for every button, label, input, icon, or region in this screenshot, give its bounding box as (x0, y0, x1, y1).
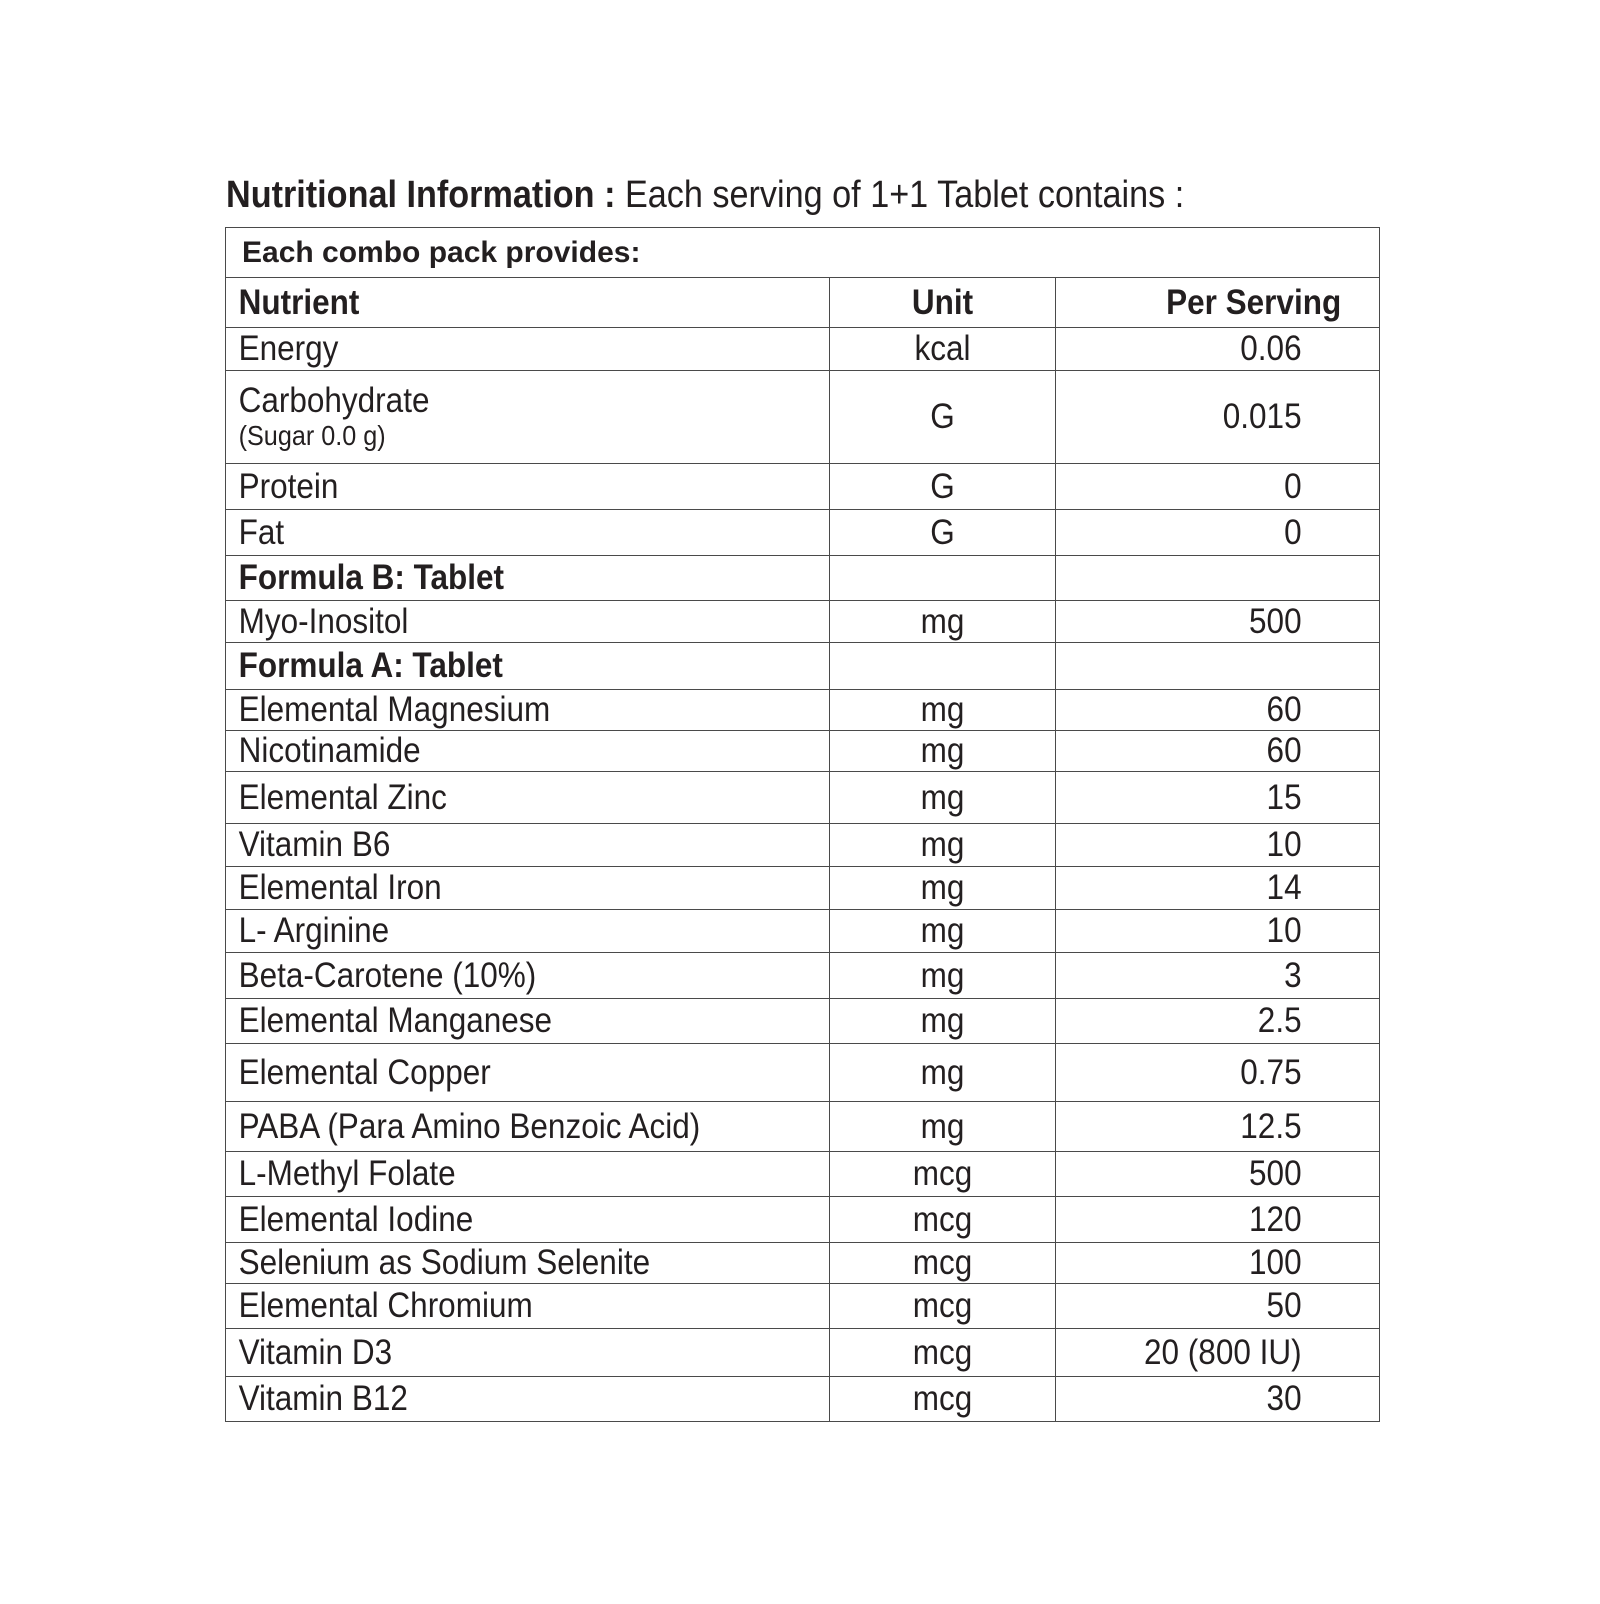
table-row (226, 510, 1380, 556)
column-header-nutrient: Nutrient (226, 278, 830, 328)
nutrient-unit: mcg (830, 1329, 1056, 1377)
table-row (226, 1329, 1380, 1377)
nutrient-name: Vitamin B6 (226, 824, 830, 867)
nutrient-value: 0.015 (1056, 371, 1380, 464)
table-row (226, 328, 1380, 371)
column-header-unit: Unit (830, 278, 1056, 328)
table-row (226, 1152, 1380, 1197)
nutrient-name: Fat (226, 510, 830, 556)
nutrient-unit: mg (830, 1044, 1056, 1102)
nutrient-value: 50 (1056, 1284, 1380, 1329)
section-title: Formula B: Tablet (226, 556, 830, 601)
nutrient-value: 10 (1056, 910, 1380, 953)
nutrient-name: Selenium as Sodium Selenite (226, 1243, 830, 1284)
table-header-row (226, 278, 1380, 328)
table-row (226, 464, 1380, 510)
nutrient-value: 10 (1056, 824, 1380, 867)
nutrient-name: L- Arginine (226, 910, 830, 953)
nutrient-value: 2.5 (1056, 999, 1380, 1044)
table-caption-row (226, 228, 1380, 278)
page-title-text: Each serving of 1+1 Tablet contains : (615, 174, 1185, 216)
nutrient-unit: mg (830, 731, 1056, 772)
nutrient-unit: mcg (830, 1152, 1056, 1197)
table-row (226, 1102, 1380, 1152)
nutrient-unit: G (830, 371, 1056, 464)
nutrient-value: 3 (1056, 953, 1380, 999)
nutrient-unit: mg (830, 690, 1056, 731)
table-row (226, 1284, 1380, 1329)
nutrient-unit: mg (830, 1102, 1056, 1152)
table-row (226, 371, 1380, 464)
nutrient-name: Protein (226, 464, 830, 510)
table-row (226, 824, 1380, 867)
nutrient-unit: kcal (830, 328, 1056, 371)
table-row (226, 910, 1380, 953)
nutrient-value: 500 (1056, 1152, 1380, 1197)
nutrient-value: 30 (1056, 1377, 1380, 1422)
nutrient-name: Elemental Iodine (226, 1197, 830, 1243)
nutrient-value: 14 (1056, 867, 1380, 910)
nutrient-name: PABA (Para Amino Benzoic Acid) (226, 1102, 830, 1152)
column-header-per-serving: Per Serving (1056, 278, 1380, 328)
nutrient-name: L-Methyl Folate (226, 1152, 830, 1197)
nutrient-unit: G (830, 464, 1056, 510)
nutrient-unit: mg (830, 601, 1056, 643)
table-row (226, 999, 1380, 1044)
nutrient-name-text: Carbohydrate (238, 381, 430, 420)
nutrition-table (225, 227, 1380, 1422)
nutrient-name: Elemental Magnesium (226, 690, 830, 731)
nutrient-value: 0 (1056, 464, 1380, 510)
table-row (226, 601, 1380, 643)
nutrient-name: Nicotinamide (226, 731, 830, 772)
nutrient-note: (Sugar 0.0 g) (238, 420, 386, 451)
nutrient-unit: mcg (830, 1197, 1056, 1243)
section-row-formula-b (226, 556, 1380, 601)
nutrient-name: Vitamin D3 (226, 1329, 830, 1377)
nutrient-value: 120 (1056, 1197, 1380, 1243)
table-row (226, 731, 1380, 772)
table-row (226, 1044, 1380, 1102)
nutrient-unit: mg (830, 772, 1056, 824)
nutrient-name: Myo-Inositol (226, 601, 830, 643)
nutrient-unit: mg (830, 953, 1056, 999)
nutrient-unit: mg (830, 999, 1056, 1044)
nutrient-name: Elemental Zinc (226, 772, 830, 824)
nutrient-unit: mg (830, 910, 1056, 953)
nutrient-name: Elemental Manganese (226, 999, 830, 1044)
table-row (226, 867, 1380, 910)
page-title (226, 170, 1270, 220)
nutrient-value: 60 (1056, 690, 1380, 731)
nutrient-value: 500 (1056, 601, 1380, 643)
nutrient-value: 60 (1056, 731, 1380, 772)
nutrient-value: 100 (1056, 1243, 1380, 1284)
nutrient-unit: mcg (830, 1377, 1056, 1422)
nutrient-unit: mg (830, 824, 1056, 867)
nutrient-value: 20 (800 IU) (1056, 1329, 1380, 1377)
nutrient-name: Elemental Chromium (226, 1284, 830, 1329)
nutrient-value: 0.75 (1056, 1044, 1380, 1102)
nutrient-name: Elemental Iron (226, 867, 830, 910)
nutrient-unit: G (830, 510, 1056, 556)
nutrient-value: 0 (1056, 510, 1380, 556)
nutrient-name: Beta-Carotene (10%) (226, 953, 830, 999)
table-row (226, 1243, 1380, 1284)
nutrient-name (226, 371, 830, 464)
nutrient-unit: mcg (830, 1243, 1056, 1284)
table-row (226, 772, 1380, 824)
section-title: Formula A: Tablet (226, 643, 830, 690)
page-title-label: Nutritional Information : (226, 174, 616, 216)
nutrient-value: 12.5 (1056, 1102, 1380, 1152)
table-caption: Each combo pack provides: (226, 228, 1380, 278)
nutrient-value: 0.06 (1056, 328, 1380, 371)
section-row-formula-a (226, 643, 1380, 690)
table-row (226, 1377, 1380, 1422)
nutrient-name: Vitamin B12 (226, 1377, 830, 1422)
table-row (226, 953, 1380, 999)
table-row (226, 690, 1380, 731)
nutrient-name: Elemental Copper (226, 1044, 830, 1102)
table-row (226, 1197, 1380, 1243)
nutrient-value: 15 (1056, 772, 1380, 824)
nutrient-name: Energy (226, 328, 830, 371)
nutrient-unit: mcg (830, 1284, 1056, 1329)
nutrient-unit: mg (830, 867, 1056, 910)
